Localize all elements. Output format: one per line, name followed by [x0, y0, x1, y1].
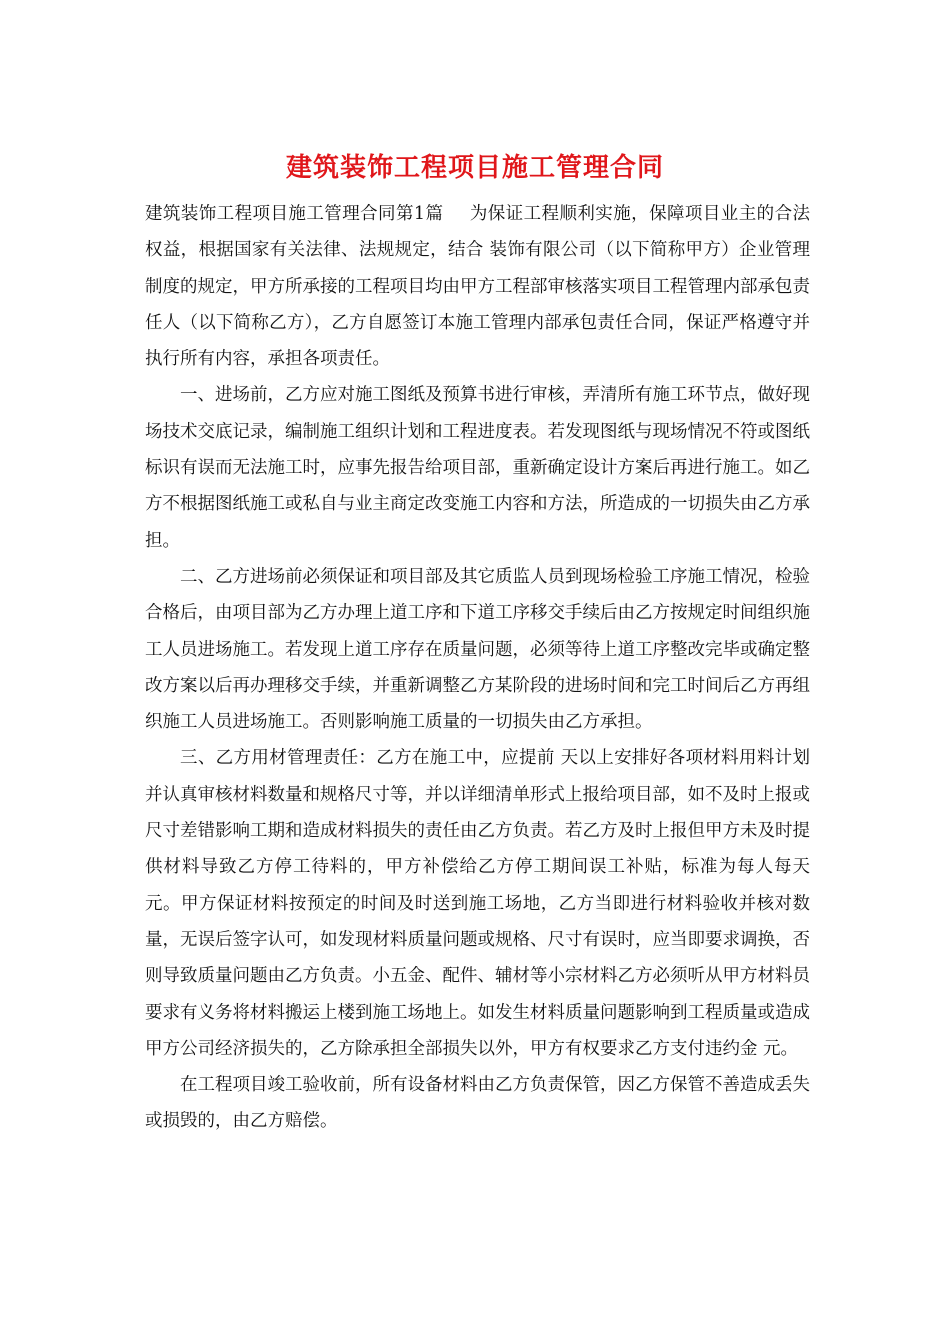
intro-paragraph [145, 196, 810, 377]
clause-paragraph-1: 一、进场前，乙方应对施工图纸及预算书进行审核，弄清所有施工环节点，做好现场技术交底记录，编制施工组织计划和工程进度表。若发现图纸与现场情况不符或图纸标识有误而无法施工时，应事先报告给项目部，重新确定设计方案后再进行施工。如乙方不根据图纸施工或私自与业主商定改变施工内容和方法，所造成的一切损失由乙方承担。 [145, 385, 810, 551]
intro-heading: 建筑装饰工程项目施工管理合同第1篇 [145, 204, 444, 224]
clause-paragraph-3: 三、乙方用材管理责任：乙方在施工中，应提前 天以上安排好各项材料用料计划并认真审核材料数量和规格尺寸等，并以详细清单形式上报给项目部，如不及时上报或尺寸差错影响工期和造成材料损失的责任由乙方负责。若乙方及时上报但甲方未及时提供材料导致乙方停工待料的，甲方补偿给乙方停工期间误工补贴，标准为每人每天 元。甲方保证材料按预定的时间及时送到施工场地，乙方当即进行材料验收并核对数量，无误后签字认可，如发现材料质量问题或规格、尺寸有误时，应当即要求调换，否则导致质量问题由乙方负责。小五金、配件、辅材等小宗材料乙方必须听从甲方材料员要求有义务将材料搬运上楼到施工场地上。如发生材料质量问题影响到工程质量或造成甲方公司经济损失的，乙方除承担全部损失以外，甲方有权要求乙方支付违约金 元。 [145, 748, 810, 1059]
clause-paragraph-2: 二、乙方进场前必须保证和项目部及其它质监人员到现场检验工序施工情况，检验合格后，由项目部为乙方办理上道工序和下道工序移交手续后由乙方按规定时间组织施工人员进场施工。若发现上道工序存在质量问题，必须等待上道工序整改完毕或确定整改方案以后再办理移交手续，并重新调整乙方某阶段的进场时间和完工时间后乙方再组织施工人员进场施工。否则影响施工质量的一切损失由乙方承担。 [145, 566, 810, 733]
clause-paragraph-4: 在工程项目竣工验收前，所有设备材料由乙方负责保管，因乙方保管不善造成丢失或损毁的，由乙方赔偿。 [145, 1075, 810, 1132]
page-title: 建筑装饰工程项目施工管理合同 [285, 153, 664, 183]
document-body [145, 196, 810, 1140]
intro-text: 为保证工程顺利实施，保障项目业主的合法权益，根据国家有关法律、法规规定，结合 装饰有限公司（以下简称甲方）企业管理制度的规定，甲方所承接的工程项目均由甲方工程部审核落实项目工程管理内部承包责任人（以下简称乙方），乙方自愿签订本施工管理内部承包责任合同，保证严格遵守并执行所有内容，承担各项责任。 [145, 204, 810, 370]
